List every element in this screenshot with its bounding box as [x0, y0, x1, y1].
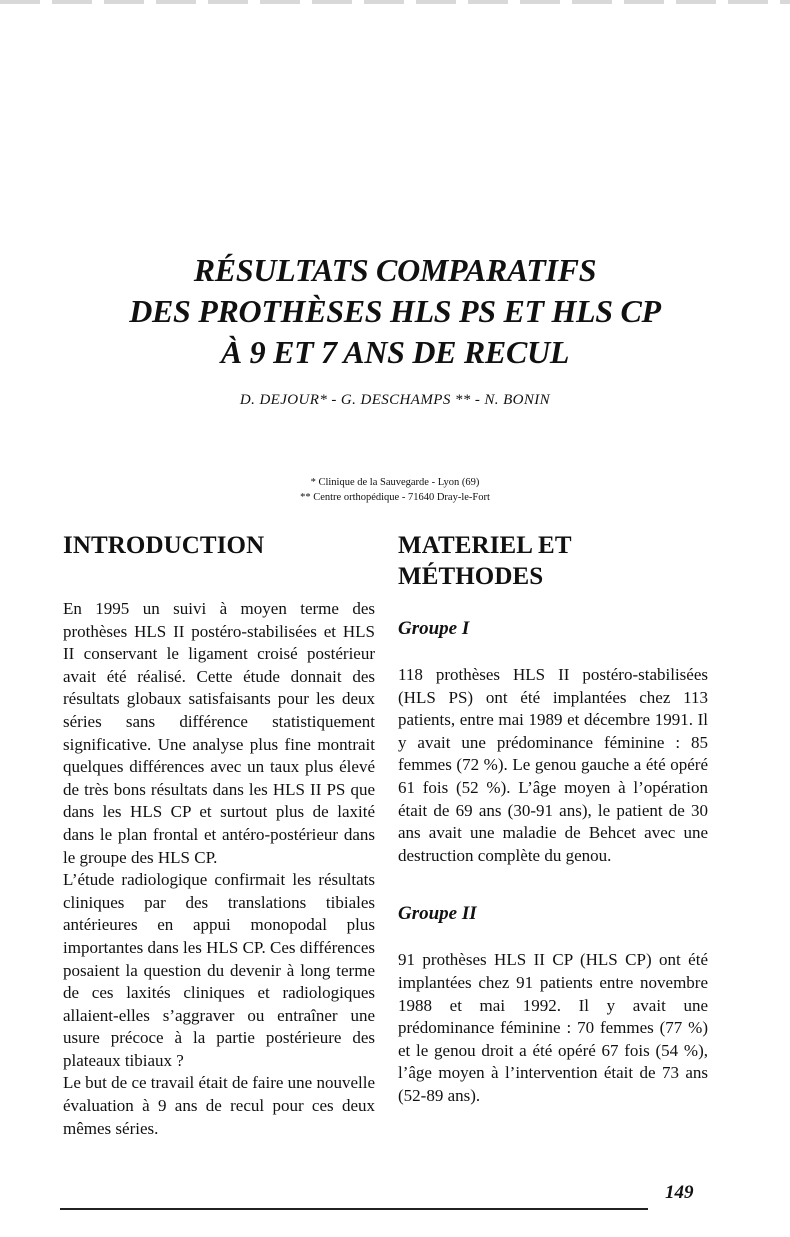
affiliations	[0, 475, 790, 505]
affiliation-1: * Clinique de la Sauvegarde - Lyon (69)	[310, 477, 480, 488]
article-title	[0, 250, 790, 373]
intro-paragraph-2: L’étude radiologique confirmait les résultats cliniques par des translations tibiales antérieures en appui monopodal plus importantes dans les HLS CP. Ces différences posaient la question du devenir à long terme de ces laxités cliniques et radiologiques allaient-elles s’aggraver ou entraîner une usure précoce à la partie postérieure des plateaux tibiaux ?	[63, 870, 375, 1070]
left-column	[63, 530, 375, 1140]
group-2-heading: Groupe II	[398, 903, 477, 925]
intro-paragraph-1: En 1995 un suivi à moyen terme des prothèses HLS II postéro-stabilisées et HLS II conservant le ligament croisé postérieur avait été réalisé. Cette étude donnait des résultats globaux satisfaisants pour les deux séries sans différence statistiquement significative. Une analyse plus fine montrait quelques différences avec un taux plus élevé de très bons résultats dans les HLS II PS que dans les HLS CP et surtout plus de laxité dans le plan frontal et antéro-postérieur dans le groupe des HLS CP.	[63, 599, 375, 867]
authors: D. DEJOUR* - G. DESCHAMPS ** - N. BONIN	[239, 392, 551, 408]
right-column	[398, 530, 708, 1108]
page-number: 149	[665, 1182, 694, 1203]
affiliation-2: ** Centre orthopédique - 71640 Dray-le-Fort	[300, 492, 490, 503]
group-1-heading: Groupe I	[398, 618, 470, 639]
methods-heading-line-2: MÉTHODES	[398, 563, 544, 590]
top-border	[0, 0, 790, 4]
group-2-text: 91 prothèses HLS II CP (HLS CP) ont été implantées chez 91 patients entre novembre 1988 et mai 1992. Il y avait une prédominance féminine : 70 femmes (77 %) et le genou droit a été opéré 67 fois (54 %), l’âge moyen à l’intervention était de 73 ans (52-89 ans).	[398, 950, 708, 1105]
footer-rule	[60, 1208, 648, 1210]
group-1-text: 118 prothèses HLS II postéro-stabilisées (HLS PS) ont été implantées chez 113 patients, entre mai 1989 et décembre 1991. Il y avait une prédominance féminine : 85 femmes (72 %). Le genou gauche a été opéré 61 fois (52 %). L’âge moyen à l’opération était de 69 ans (30-91 ans), le patient de 30 ans avait une maladie de Behcet avec une destruction complète du genou.	[398, 665, 708, 865]
intro-paragraph-3: Le but de ce travail était de faire une nouvelle évaluation à 9 ans de recul pour ces deux mêmes séries.	[63, 1073, 375, 1138]
title-line-1: RÉSULTATS COMPARATIFS	[193, 252, 597, 288]
introduction-heading: INTRODUCTION	[63, 532, 265, 559]
title-line-3: À 9 ET 7 ANS DE RECUL	[220, 334, 570, 370]
methods-heading	[398, 530, 708, 592]
title-line-2: DES PROTHÈSES HLS PS ET HLS CP	[129, 293, 661, 329]
methods-heading-line-1: MATERIEL ET	[398, 532, 572, 559]
